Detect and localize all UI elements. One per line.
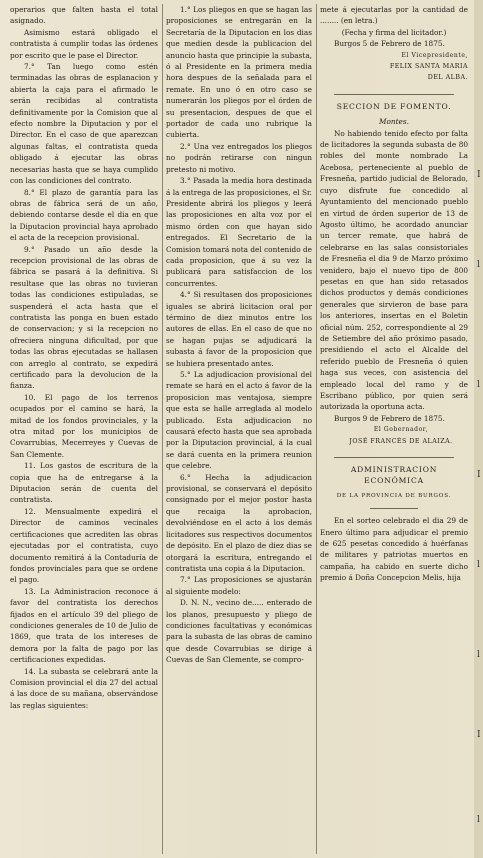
column-divider — [316, 4, 317, 854]
paragraph: 1.° Los pliegos en que se hagan las proposiciones se entregarán en la Secretaría de la Diputacion en los dias que medien desde la publicacion del anuncio hasta que principie la subasta, ó al Presidente en la primera media hora despues de la señalada para el remate. En uno ó en otro caso se numerarán los pliegos por el órden de su presentacion, despues de que el portador de cada uno rubrique la cubierta. — [166, 5, 312, 140]
section-divider — [334, 94, 454, 95]
paragraph: En el sorteo celebrado el dia 29 de Enero último para adjudicar el premio de 625 pesetas concedido á huérfanas de militares y patriotas muertos en campaña, ha cabido en suerte dicho premio á Doña Concepcion Melis, hija — [320, 516, 468, 583]
edge-mark: l — [477, 650, 480, 660]
column-3 — [320, 4, 468, 854]
edge-mark: I — [477, 730, 481, 740]
paragraph: D. N. N., vecino de..... enterado de los planos, presupuesto y pliego de condiciones facultativas y económicas para la subasta de las obras de camino que desde Covarrubias se dirige á Cuevas de San Clemente, se compro- — [166, 598, 312, 665]
section-divider — [370, 508, 418, 509]
paragraph: 14. La subasta se celebrará ante la Comision provincial el dia 27 del actual á las doce de su mañana, observándose las reglas siguientes: — [10, 666, 158, 710]
signatory-role: El Vicepresidente, — [401, 51, 468, 59]
paragraph: 11. Los gastos de escritura de la copia que ha de entregarse á la Diputacion serán de cuenta del contratista. — [10, 461, 158, 505]
paragraph: 13. La Administracion reconoce á favor del contratista los derechos fijados en el artículo 39 del pliego de condiciones generales de 10 de Julio de 1869, que trata de los intereses de demora por la falta de pago por las certificaciones expedidas. — [10, 586, 158, 665]
signature-note: (Fecha y firma del licitador.) — [341, 27, 447, 37]
paragraph: 10. El pago de los terrenos ocupados por el camino se hará, la mitad de los fondos provinciales, y la otra mitad por los municipios de Covarrubias, Mecerreyes y Cuevas de San Clemente. — [10, 392, 158, 459]
section-subtitle: DE LA PROVINCIA DE BURGOS. — [336, 492, 452, 499]
section-title: SECCION DE FOMENTO. — [336, 101, 452, 111]
paragraph: 7.° Las proposiciones se ajustarán al siguiente modelo: — [166, 575, 312, 596]
paragraph: operarios que falten hasta el total asignado. — [10, 5, 158, 26]
column-2 — [166, 4, 312, 854]
edge-mark: l — [477, 560, 480, 570]
paragraph: mete á ejecutarlas por la cantidad de ........ (en letra.) — [320, 5, 468, 26]
section-title: ADMINISTRACION ECONÓMICA — [350, 465, 438, 486]
paragraph: 2.° Una vez entregados los pliegos no podrán retirarse con ningun pretesto ni motivo. — [166, 141, 312, 174]
edge-mark: l — [477, 815, 480, 825]
section-subtitle: Montes. — [379, 117, 409, 127]
signatory-name: DEL ALBA. — [427, 74, 468, 82]
paragraph: Asimismo estará obligado el contratista á cumplir todas las órdenes por escrito que le pase el Director. — [10, 27, 158, 60]
paragraph: No habiendo tenido efecto por falta de licitadores la segunda subasta de 80 robles del monte nombrado La Acebosa, perteneciente al pueblo de Fresneña, partido judicial de Belorado, cuyo disfrute fue concedido al Ayuntamiento del mencionado pueblo en virtud de órden superior de 13 de Agosto último, he acordado anunciar un tercer remate, que habrá de celebrarse en las salas consistoriales de Fresneña el dia 9 de Marzo próximo venidero, bajo el nuevo tipo de 800 pesetas en que han sido retasados dichos productos y demás condiciones generales que sirvieron de base para los anteriores, insertas en el Boletin oficial núm. 252, correspondiente al 29 de Setiembre del año próximo pasado, presidiendo el acto el Alcalde del referido pueblo de Fresneña ó quien haga sus veces, con asistencia del empleado local del ramo y de Escribano público, por quien será autorizada la oportuna acta. — [320, 128, 468, 412]
edge-mark: l — [477, 260, 480, 270]
edge-mark: I — [477, 170, 481, 180]
paragraph: 5.° La adjudicacion provisional del remate se hará en el acto á favor de la proposicion mas ventajosa, siempre que esta se halle arreglada al modelo publicado. Esta adjudicacion no causará efecto hasta que sea aprobada por la Diputacion provincial, á la cual se dará cuenta en la primera reunion que celebre. — [166, 370, 312, 471]
date-line: Burgos 9 de Febrero de 1875. — [334, 413, 445, 423]
section-divider — [334, 457, 454, 458]
paragraph: 4.° Si resultasen dos proposiciones iguales se abrirá licitacion oral por término de diez minutos entre los autores de ellas. En el caso de que no se hagan pujas se adjudicará la subasta á favor de la proposicion que se hubiera presentado antes. — [166, 290, 312, 368]
paragraph: 9.° Pasado un año desde la recepcion provisional de las obras de fábrica se pasará á la definitiva. Si resultase que las obras no tuvieran todas las condiciones estipuladas, se suspenderá el acta hasta que el contratista las ponga en buen estado de conservacion; y si la recepcion no ofreciera ninguna dificultad, por que todas las obras ejecutadas se hallasen con arreglo al contrato, se expedirá certificado para la devolucion de la fianza. — [10, 244, 158, 391]
paragraph: 6.° Hecha la adjudicacion provisional, se conservará el depósito consignado por el mejor postor hasta que recaiga la aprobacion, devolviéndose en el acto á los demás licitadores sus respectivos documentos de depósito. En el plazo de diez dias se otorgará la escritura, entregando el contratista una copia á la Diputacion. — [166, 472, 312, 573]
edge-mark: l — [477, 380, 480, 390]
signatory-name: JOSÉ FRANCÉS DE ALAIZA. — [349, 437, 453, 445]
paragraph: 8.° El plazo de garantía para las obras de fábrica será de un año, debiendo contarse desde el dia en que la Diputacion provincial haya aprobado el acta de la recepcion provisional. — [10, 187, 158, 243]
paragraph: 12. Mensualmente expedirá el Director de caminos vecinales certificaciones que acrediten las obras ejecutadas por el contratista, cuyo documento remitirá á la Contaduría de fondos provinciales para que se ordene el pago. — [10, 506, 158, 585]
edge-mark: I — [477, 470, 481, 480]
paragraph: 3.° Pasada la media hora destinada á la entrega de las proposiciones, el Sr. Presidente abrirá los pliegos y leerá las proposiciones en alta voz por el mismo órden con que hayan sido entregados. El Secretario de la Comision tomará nota del contenido de cada proposicion, que á su vez la publicará para satisfaccion de los concurrentes. — [166, 176, 312, 288]
paragraph: 7.° Tan luego como estén terminadas las obras de esplanacion y abierta la caja para el afirmado le serán recibidas al contratista definitivamente por la Comision que al efecto nombre la Diputacion y por el Director. En el caso de que aparezcan algunas faltas, el contratista queda obligado á ejecutar las obras necesarias hasta que se haya cumplido con las condiciones del contrato. — [10, 62, 158, 186]
signatory-role: El Gobernador, — [373, 426, 429, 434]
date-line: Burgos 5 de Febrero de 1875. — [334, 39, 445, 49]
column-1 — [10, 4, 158, 854]
column-divider — [162, 4, 163, 854]
signatory-name: FELIX SANTA MARIA — [389, 63, 468, 71]
